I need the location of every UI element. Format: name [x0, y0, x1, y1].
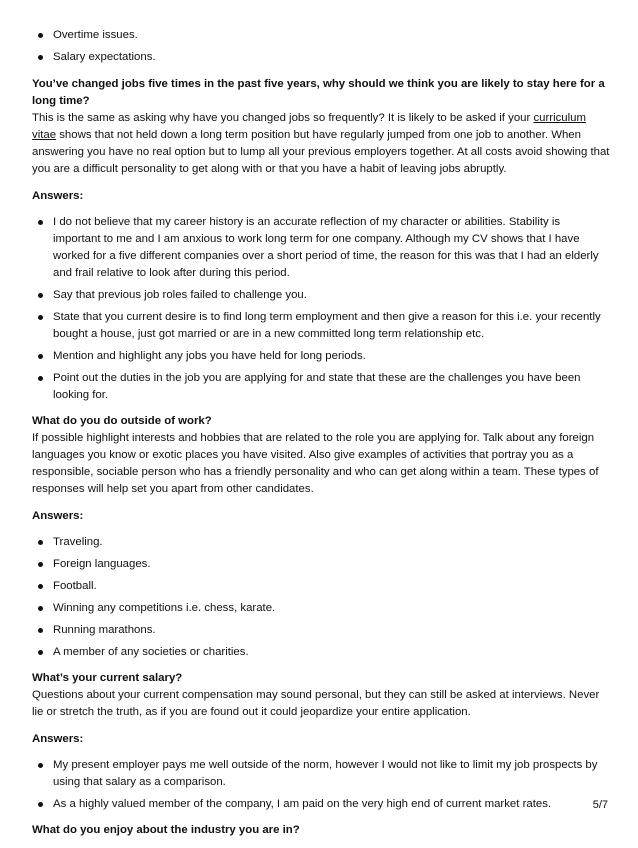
answers-label: Answers: [32, 733, 84, 745]
list-item: Mention and highlight any jobs you have held for long periods. [32, 348, 610, 365]
intro-text-after-link: shows that not held down a long term position but have regularly jumped from one job to another. When answering you have no real option but to lump all your previous employers together. At all costs avoid showing that you are a difficult personality to get along with or that you have a habit of leaving jobs abruptly. [32, 129, 610, 175]
list-item: My present employer pays me well outside of the norm, however I would not like to limit my job prospects by using that salary as a comparison. [32, 757, 610, 791]
list-item: Say that previous job roles failed to challenge you. [32, 287, 610, 304]
curriculum-vitae-link[interactable]: curriculum vitae [32, 112, 586, 141]
answers-label: Answers: [32, 510, 84, 522]
question-heading: What’s your current salary? [32, 672, 183, 684]
list-item: Traveling. [32, 534, 610, 551]
section-outside-work [32, 413, 610, 661]
list-item: Foreign languages. [32, 556, 610, 573]
list-item: Football. [32, 578, 610, 595]
list-item: Salary expectations. [32, 49, 610, 66]
list-item: As a highly valued member of the company, I am paid on the very high end of current market rates. [32, 796, 610, 813]
list-item: Winning any competitions i.e. chess, karate. [32, 600, 610, 617]
answers-list [32, 214, 610, 404]
section-industry-enjoy [32, 822, 610, 839]
document-page [32, 27, 610, 848]
section-job-changes [32, 76, 610, 404]
intro-text-before-link: This is the same as asking why have you changed jobs so frequently? It is likely to be asked if your [32, 112, 534, 124]
list-item: A member of any societies or charities. [32, 644, 610, 661]
section-current-salary [32, 670, 610, 813]
question-heading: What do you do outside of work? [32, 415, 212, 427]
list-item: Overtime issues. [32, 27, 610, 44]
question-heading: What do you enjoy about the industry you are in? [32, 824, 300, 836]
answers-label: Answers: [32, 190, 84, 202]
list-item: Point out the duties in the job you are applying for and state that these are the challenges you have been looking for. [32, 370, 610, 404]
intro-paragraph: If possible highlight interests and hobbies that are related to the role you are applying for. Talk about any foreign languages you know or exotic places you have visited. Also give examples of activities that portray you as a responsible, sociable person who has a friendly personality and who can get along within a team. These types of responses will help set you apart from other candidates. [32, 432, 599, 495]
question-heading: You’ve changed jobs five times in the past five years, why should we think you are likely to stay here for a long time? [32, 78, 605, 107]
list-item: Running marathons. [32, 622, 610, 639]
intro-paragraph [32, 110, 610, 178]
intro-paragraph: Questions about your current compensation may sound personal, but they can still be asked at interviews. Never lie or stretch the truth, as if you are found out it could jeopardize your entire application. [32, 689, 600, 718]
list-item: I do not believe that my career history is an accurate reflection of my character or abilities. Stability is important to me and I am anxious to work long term for one company. Although my CV shows that I have worked for a five different companies over a short period of time, the reason for this was that I had an elderly and frail relative to look after during this period. [32, 214, 610, 282]
bullet-list-top [32, 27, 610, 66]
answers-list [32, 534, 610, 661]
answers-list [32, 757, 610, 813]
list-item: State that you current desire is to find long term employment and then give a reason for this i.e. your recently bought a house, just got married or are in a new committed long term relationship etc. [32, 309, 610, 343]
page-number: 5/7 [592, 799, 608, 811]
